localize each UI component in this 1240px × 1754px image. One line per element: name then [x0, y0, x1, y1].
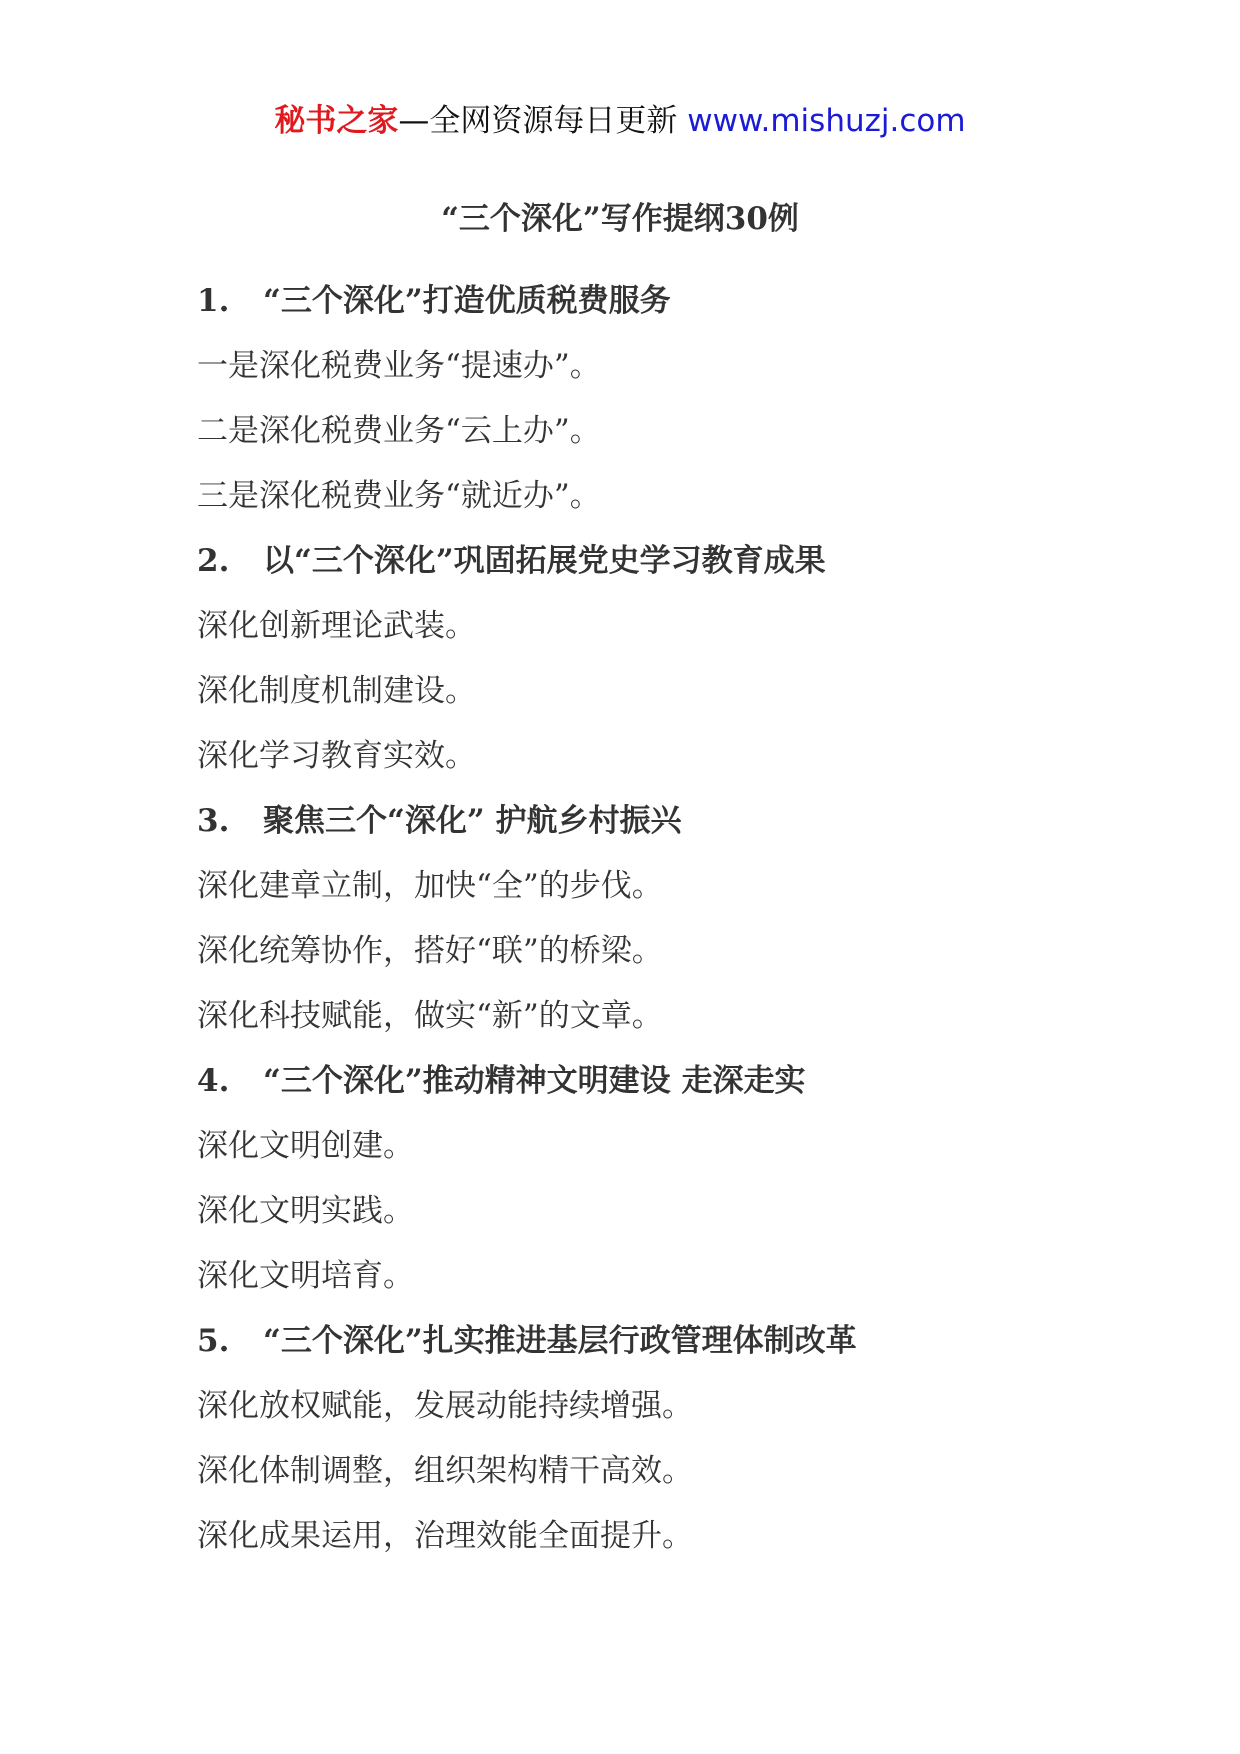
section-heading-text: “三个深化”扎实推进基层行政管理体制改革 [263, 1323, 857, 1359]
section-item: 深化统筹协作，搭好“联”的桥梁。 [197, 933, 663, 969]
section-heading [197, 538, 1177, 584]
brand-name: 秘书之家 [274, 103, 399, 139]
section-5 [197, 1318, 1177, 1559]
section-heading-text: “三个深化”打造优质税费服务 [263, 283, 671, 319]
section-item: 深化体制调整，组织架构精干高效。 [197, 1453, 693, 1489]
section-item: 深化文明培育。 [197, 1258, 414, 1294]
section-item: 三是深化税费业务“就近办”。 [197, 478, 601, 514]
section-heading [197, 1058, 1177, 1104]
section-heading [197, 798, 1177, 844]
document-body [197, 278, 1177, 1578]
section-number: 1. [197, 283, 230, 319]
section-item: 深化科技赋能，做实“新”的文章。 [197, 998, 663, 1034]
section-4 [197, 1058, 1177, 1299]
section-number: 5. [197, 1323, 230, 1359]
section-heading [197, 278, 1177, 324]
section-number: 2. [197, 543, 230, 579]
section-3 [197, 798, 1177, 1039]
section-heading-text: 聚焦三个“深化” 护航乡村振兴 [263, 803, 682, 839]
section-item: 深化建章立制，加快“全”的步伐。 [197, 868, 663, 904]
section-heading-text: 以“三个深化”巩固拓展党史学习教育成果 [263, 543, 826, 579]
section-2 [197, 538, 1177, 779]
section-item: 深化创新理论武装。 [197, 608, 476, 644]
section-item: 深化文明创建。 [197, 1128, 414, 1164]
document-title: “三个深化”写作提纲30例 [441, 201, 799, 237]
section-heading [197, 1318, 1177, 1364]
section-item: 深化文明实践。 [197, 1193, 414, 1229]
header-tagline: —全网资源每日更新 [398, 103, 678, 139]
section-heading-text: “三个深化”推动精神文明建设 走深走实 [263, 1063, 806, 1099]
section-item: 一是深化税费业务“提速办”。 [197, 348, 601, 384]
section-number: 3. [197, 803, 230, 839]
section-1 [197, 278, 1177, 519]
site-header [0, 98, 1240, 144]
section-item: 深化学习教育实效。 [197, 738, 476, 774]
section-number: 4. [197, 1063, 230, 1099]
section-item: 深化放权赋能，发展动能持续增强。 [197, 1388, 693, 1424]
section-item: 二是深化税费业务“云上办”。 [197, 413, 601, 449]
section-item: 深化制度机制建设。 [197, 673, 476, 709]
section-item: 深化成果运用，治理效能全面提升。 [197, 1518, 693, 1554]
site-url[interactable]: www.mishuzj.com [687, 103, 966, 139]
